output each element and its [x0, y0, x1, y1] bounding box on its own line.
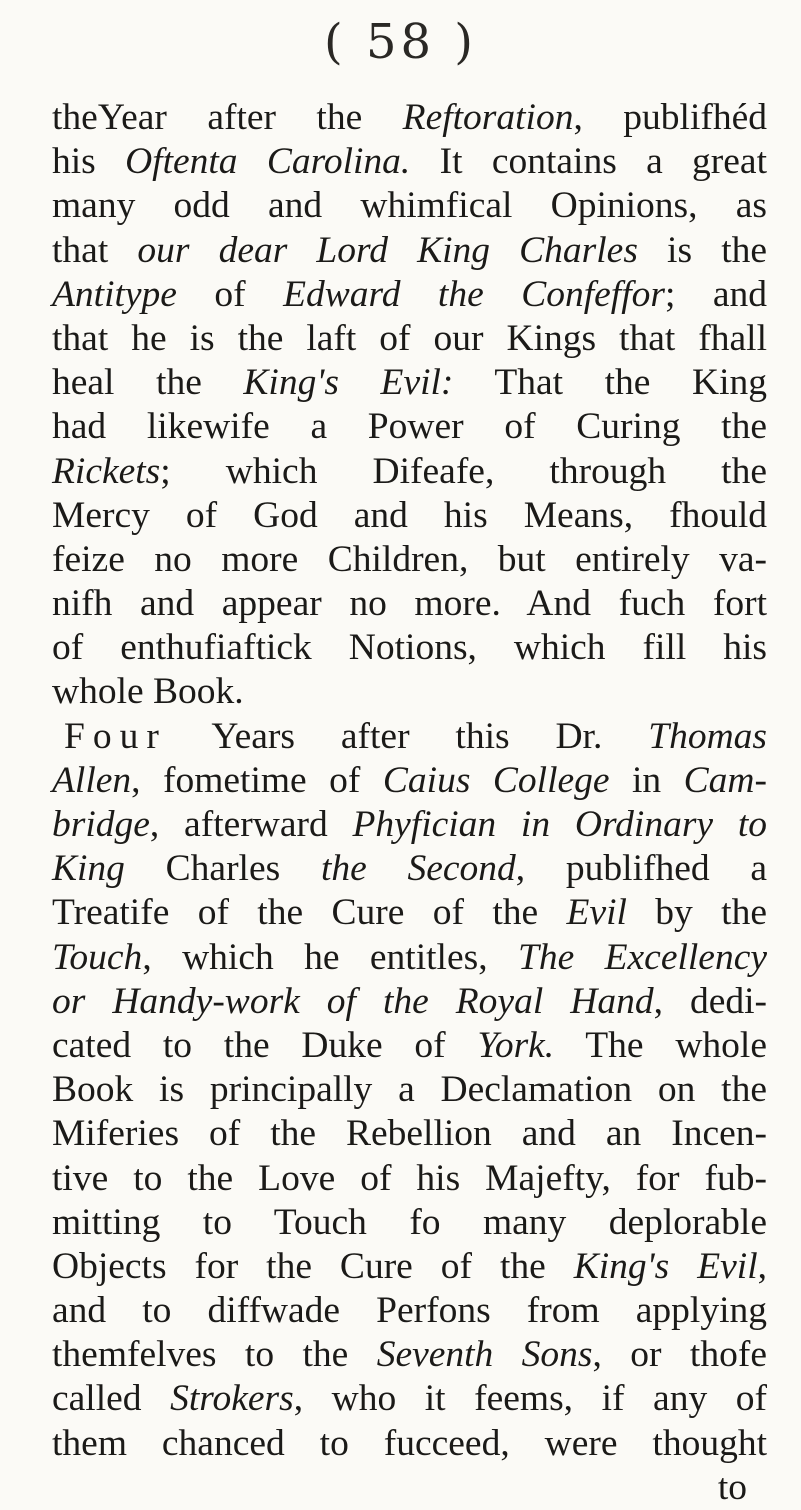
text-run: It contains a great	[410, 141, 767, 183]
text-line	[52, 803, 767, 847]
text-run: Edward the Confeffor	[283, 273, 665, 315]
text-line	[52, 140, 767, 184]
text-run: , publifhéd	[573, 97, 767, 138]
text-run: The whole	[554, 1024, 767, 1066]
text-line	[52, 1289, 767, 1333]
text-run: tive to the Love of his Majefty, for fub-	[52, 1157, 767, 1199]
text-line	[52, 1333, 767, 1377]
text-run: Charles	[124, 848, 321, 890]
text-run: Cam-	[683, 759, 767, 801]
text-line	[52, 582, 767, 626]
text-run: many odd and whimfical Opinions, as	[52, 185, 767, 227]
text-run: Reftoration	[402, 97, 574, 138]
text-run: ; which Difeafe, through the	[160, 450, 767, 492]
text-run: called	[52, 1378, 171, 1420]
text-run: that he is the laft of our Kings that fhall	[52, 317, 767, 359]
text-line	[52, 626, 767, 670]
text-line	[52, 1245, 767, 1289]
text-line	[52, 317, 767, 361]
text-line	[52, 1068, 767, 1112]
text-run: Oftenta Carolina.	[125, 141, 411, 183]
text-run: mitting to Touch fo many deplorable	[52, 1201, 767, 1243]
text-run: , afterward	[149, 804, 353, 845]
text-run: his	[52, 141, 126, 183]
text-run: Phyfician in Ordinary to	[352, 804, 767, 845]
text-line	[52, 1157, 767, 1201]
text-run: The Excellency	[517, 936, 767, 978]
text-run: Touch	[52, 936, 143, 978]
text-run: and to diffwade Perfons from applying	[52, 1290, 767, 1332]
text-run: heal the	[52, 362, 244, 404]
text-run: Thomas	[648, 715, 767, 757]
text-line	[52, 715, 767, 759]
text-run: Seventh Sons	[376, 1334, 593, 1376]
text-run: , publifhed a	[515, 848, 767, 890]
text-line	[52, 538, 767, 582]
text-line	[52, 1466, 767, 1510]
text-run: , which he entitles,	[142, 936, 518, 978]
text-run: had likewife a Power of Curing the	[52, 406, 767, 448]
text-run: or Handy-work of the Royal Hand	[52, 980, 654, 1022]
text-run: of enthufiaftick Notions, which fill his	[52, 627, 767, 669]
text-line	[52, 980, 767, 1024]
text-run: ; and	[664, 273, 767, 315]
text-line	[52, 891, 767, 935]
text-run: whole Book.	[52, 671, 244, 713]
text-run: our dear Lord King Charles	[137, 229, 638, 271]
text-run: in	[609, 759, 684, 801]
page-number: ( 58 )	[323, 14, 478, 70]
text-run: , dedi-	[653, 980, 767, 1022]
text-run: them chanced to fucceed, were thought	[52, 1422, 767, 1464]
text-run: Book is principally a Declamation on the	[52, 1069, 767, 1111]
text-line	[52, 670, 767, 714]
text-line	[52, 1112, 767, 1156]
text-run: Caius College	[382, 759, 610, 801]
text-run: That the King	[453, 362, 767, 404]
text-run: Rickets	[52, 450, 161, 492]
text-run: Strokers	[170, 1378, 294, 1420]
text-run: the Second	[320, 848, 516, 890]
text-line	[52, 184, 767, 228]
text-run: Years after this Dr.	[166, 715, 649, 757]
text-run: that	[52, 229, 138, 271]
text-run: Treatife of the Cure of the	[52, 892, 567, 934]
text-line	[52, 936, 767, 980]
text-run: , or thofe	[592, 1334, 767, 1376]
text-run: by the	[626, 892, 767, 934]
text-line	[52, 1422, 767, 1466]
text-line	[52, 96, 767, 140]
text-line	[52, 450, 767, 494]
text-run: nifh and appear no more. And fuch fort	[52, 583, 767, 625]
text-run: themfelves to the	[52, 1334, 377, 1376]
text-run: of	[176, 273, 284, 315]
text-run: Allen	[52, 759, 132, 801]
text-run: theYear after the	[52, 97, 403, 138]
text-line	[52, 405, 767, 449]
text-run: King's Evil	[573, 1245, 758, 1287]
text-line	[52, 494, 767, 538]
text-run: King	[52, 848, 125, 890]
text-line	[52, 229, 767, 273]
text-run: Miferies of the Rebellion and an Incen-	[52, 1113, 767, 1155]
text-run: Objects for the Cure of the	[52, 1245, 574, 1287]
text-line	[52, 759, 767, 803]
text-run: Four	[64, 715, 167, 757]
text-run: is the	[637, 229, 768, 271]
body-text	[52, 96, 767, 1510]
text-line	[52, 1201, 767, 1245]
text-run: feize no more Children, but entirely va-	[52, 538, 767, 580]
text-run: ,	[757, 1245, 767, 1287]
text-run: to	[717, 1466, 747, 1508]
text-run: bridge	[52, 804, 150, 845]
text-line	[52, 273, 767, 317]
text-run: King's Evil:	[243, 362, 454, 404]
text-run: York.	[477, 1024, 555, 1066]
text-run: Mercy of God and his Means, fhould	[52, 494, 767, 536]
text-run: Antitype	[52, 273, 177, 315]
text-line	[52, 1377, 767, 1421]
text-line	[52, 361, 767, 405]
text-run: Evil	[566, 892, 627, 934]
text-run: , fometime of	[131, 759, 383, 801]
text-run: , who it feems, if any of	[293, 1378, 767, 1420]
text-line	[52, 847, 767, 891]
text-line	[52, 1024, 767, 1068]
text-run: cated to the Duke of	[52, 1024, 478, 1066]
